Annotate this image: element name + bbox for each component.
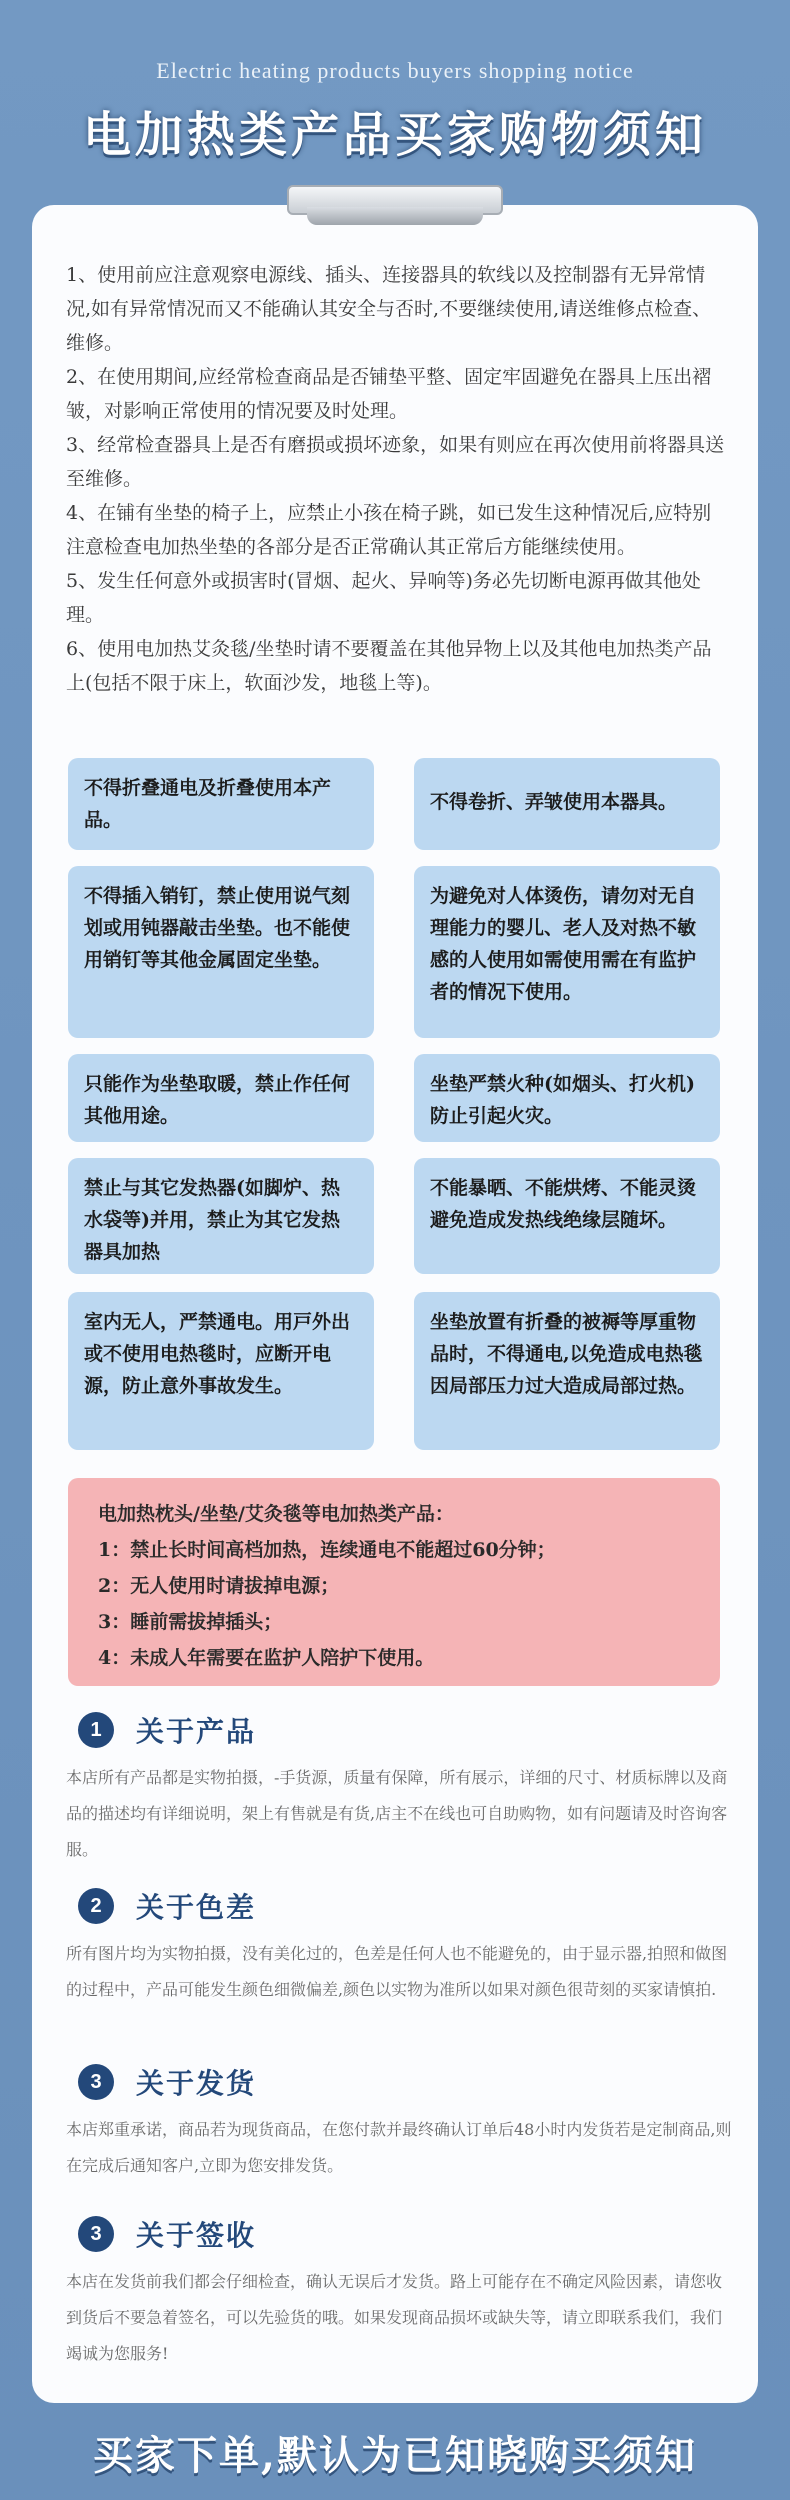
- section-body: 所有图片均为实物拍摄，没有美化过的，色差是任何人也不能避免的，由于显示器,拍照和做图的过程中，产品可能发生颜色细微偏差,颜色以实物为准所以如果对颜色很苛刻的买家请慎拍.: [66, 1944, 728, 1999]
- warning-box: 坐垫放置有折叠的被褥等厚重物品时，不得通电,以免造成电热毯因局部压力过大造成局部过热。: [414, 1292, 720, 1450]
- rule-item: 4、在铺有坐垫的椅子上，应禁止小孩在椅子跳，如已发生这种情况后,应特别注意检查电加热坐垫的各部分是否正常确认其正常后方能继续使用。: [66, 502, 712, 558]
- section-heading-product: [78, 1710, 256, 1750]
- section-title: 关于产品: [136, 1715, 257, 1748]
- warning-box: 禁止与其它发热器(如脚炉、热水袋等)并用，禁止为其它发热器具加热: [68, 1158, 374, 1274]
- warning-box: 不得插入销钉，禁止使用说气刻划或用钝器敲击坐垫。也不能使用销钉等其他金属固定坐垫。: [68, 866, 374, 1038]
- page-title: 电加热类产品买家购物须知: [82, 107, 707, 163]
- rule-item: 6、使用电加热艾灸毯/坐垫时请不要覆盖在其他异物上以及其他电加热类产品上(包括不限于床上，软面沙发，地毯上等)。: [66, 638, 712, 694]
- section-body: 本店所有产品都是实物拍摄，-手货源，质量有保障，所有展示，详细的尺寸、材质标牌以及商品的描述均有详细说明，架上有售就是有货,店主不在线也可自助购物，如有问题请及时咨询客服。: [66, 1768, 728, 1859]
- warning-box: 为避免对人体烫伤，请勿对无自理能力的婴儿、老人及对热不敏感的人使用如需使用需在有监护者的情况下使用。: [414, 866, 720, 1038]
- notice-item: 1：禁止长时间高档加热，连续通电不能超过60分钟；: [98, 1539, 556, 1561]
- warning-box: 坐垫严禁火种(如烟头、打火机)防止引起火灾。: [414, 1054, 720, 1142]
- section-number-badge: 3: [78, 2216, 114, 2252]
- english-title: Electric heating products buyers shopping notice: [156, 58, 634, 83]
- warning-box: 只能作为坐垫取暖，禁止作任何其他用途。: [68, 1054, 374, 1142]
- rule-item: 3、经常检查器具上是否有磨损或损坏迹象，如果有则应在再次使用前将器具送至维修。: [66, 434, 725, 490]
- notice-title: 电加热枕头/坐垫/艾灸毯等电加热类产品：: [98, 1503, 454, 1525]
- warning-box: 不得卷折、弄皱使用本器具。: [414, 758, 720, 850]
- section-title: 关于签收: [136, 2219, 257, 2252]
- notice-item: 4：未成人年需要在监护人陪护下使用。: [98, 1647, 435, 1669]
- rule-item: 2、在使用期间,应经常检查商品是否铺垫平整、固定牢固避免在器具上压出褶皱，对影响正常使用的情况要及时处理。: [66, 366, 712, 422]
- footer-notice: 买家下单,默认为已知晓购买须知: [93, 2432, 697, 2479]
- usage-notice-box: [68, 1478, 720, 1686]
- notice-item: 2：无人使用时请拔掉电源；: [98, 1575, 340, 1597]
- section-number-badge: 1: [78, 1712, 114, 1748]
- section-body: 本店在发货前我们都会仔细检查，确认无误后才发货。路上可能存在不确定风险因素，请您收到货后不要急着签名，可以先验货的哦。如果发现商品损坏或缺失等，请立即联系我们，我们竭诚为您服务!: [66, 2272, 723, 2363]
- section-title: 关于发货: [136, 2067, 257, 2100]
- notice-item: 3：睡前需拔掉插头；: [98, 1611, 283, 1633]
- warning-box: 室内无人，严禁通电。用戸外出或不使用电热毯时，应断开电源，防止意外事故发生。: [68, 1292, 374, 1450]
- rule-item: 5、发生任何意外或损害时(冒烟、起火、异响等)务必先切断电源再做其他处理。: [66, 570, 701, 626]
- section-heading-shipping: [78, 2062, 256, 2102]
- warning-box: 不得折叠通电及折叠使用本产品。: [68, 758, 374, 850]
- section-heading-color: [78, 1886, 256, 1926]
- section-heading-receipt: [78, 2214, 256, 2254]
- clipboard-clip-icon: [287, 185, 503, 231]
- section-body: 本店郑重承诺，商品若为现货商品，在您付款并最终确认订单后48小时内发货若是定制商品,则在完成后通知客户,立即为您安排发货。: [66, 2120, 732, 2175]
- section-number-badge: 3: [78, 2064, 114, 2100]
- section-number-badge: 2: [78, 1888, 114, 1924]
- section-title: 关于色差: [136, 1891, 257, 1924]
- usage-rules: [66, 258, 726, 700]
- warning-box: 不能暴晒、不能烘烤、不能灵烫避免造成发热线绝缘层随坏。: [414, 1158, 720, 1274]
- rule-item: 1、使用前应注意观察电源线、插头、连接器具的软线以及控制器有无异常情况,如有异常情况而又不能确认其安全与否时,不要继续使用,请送维修点检查、维修。: [66, 264, 712, 354]
